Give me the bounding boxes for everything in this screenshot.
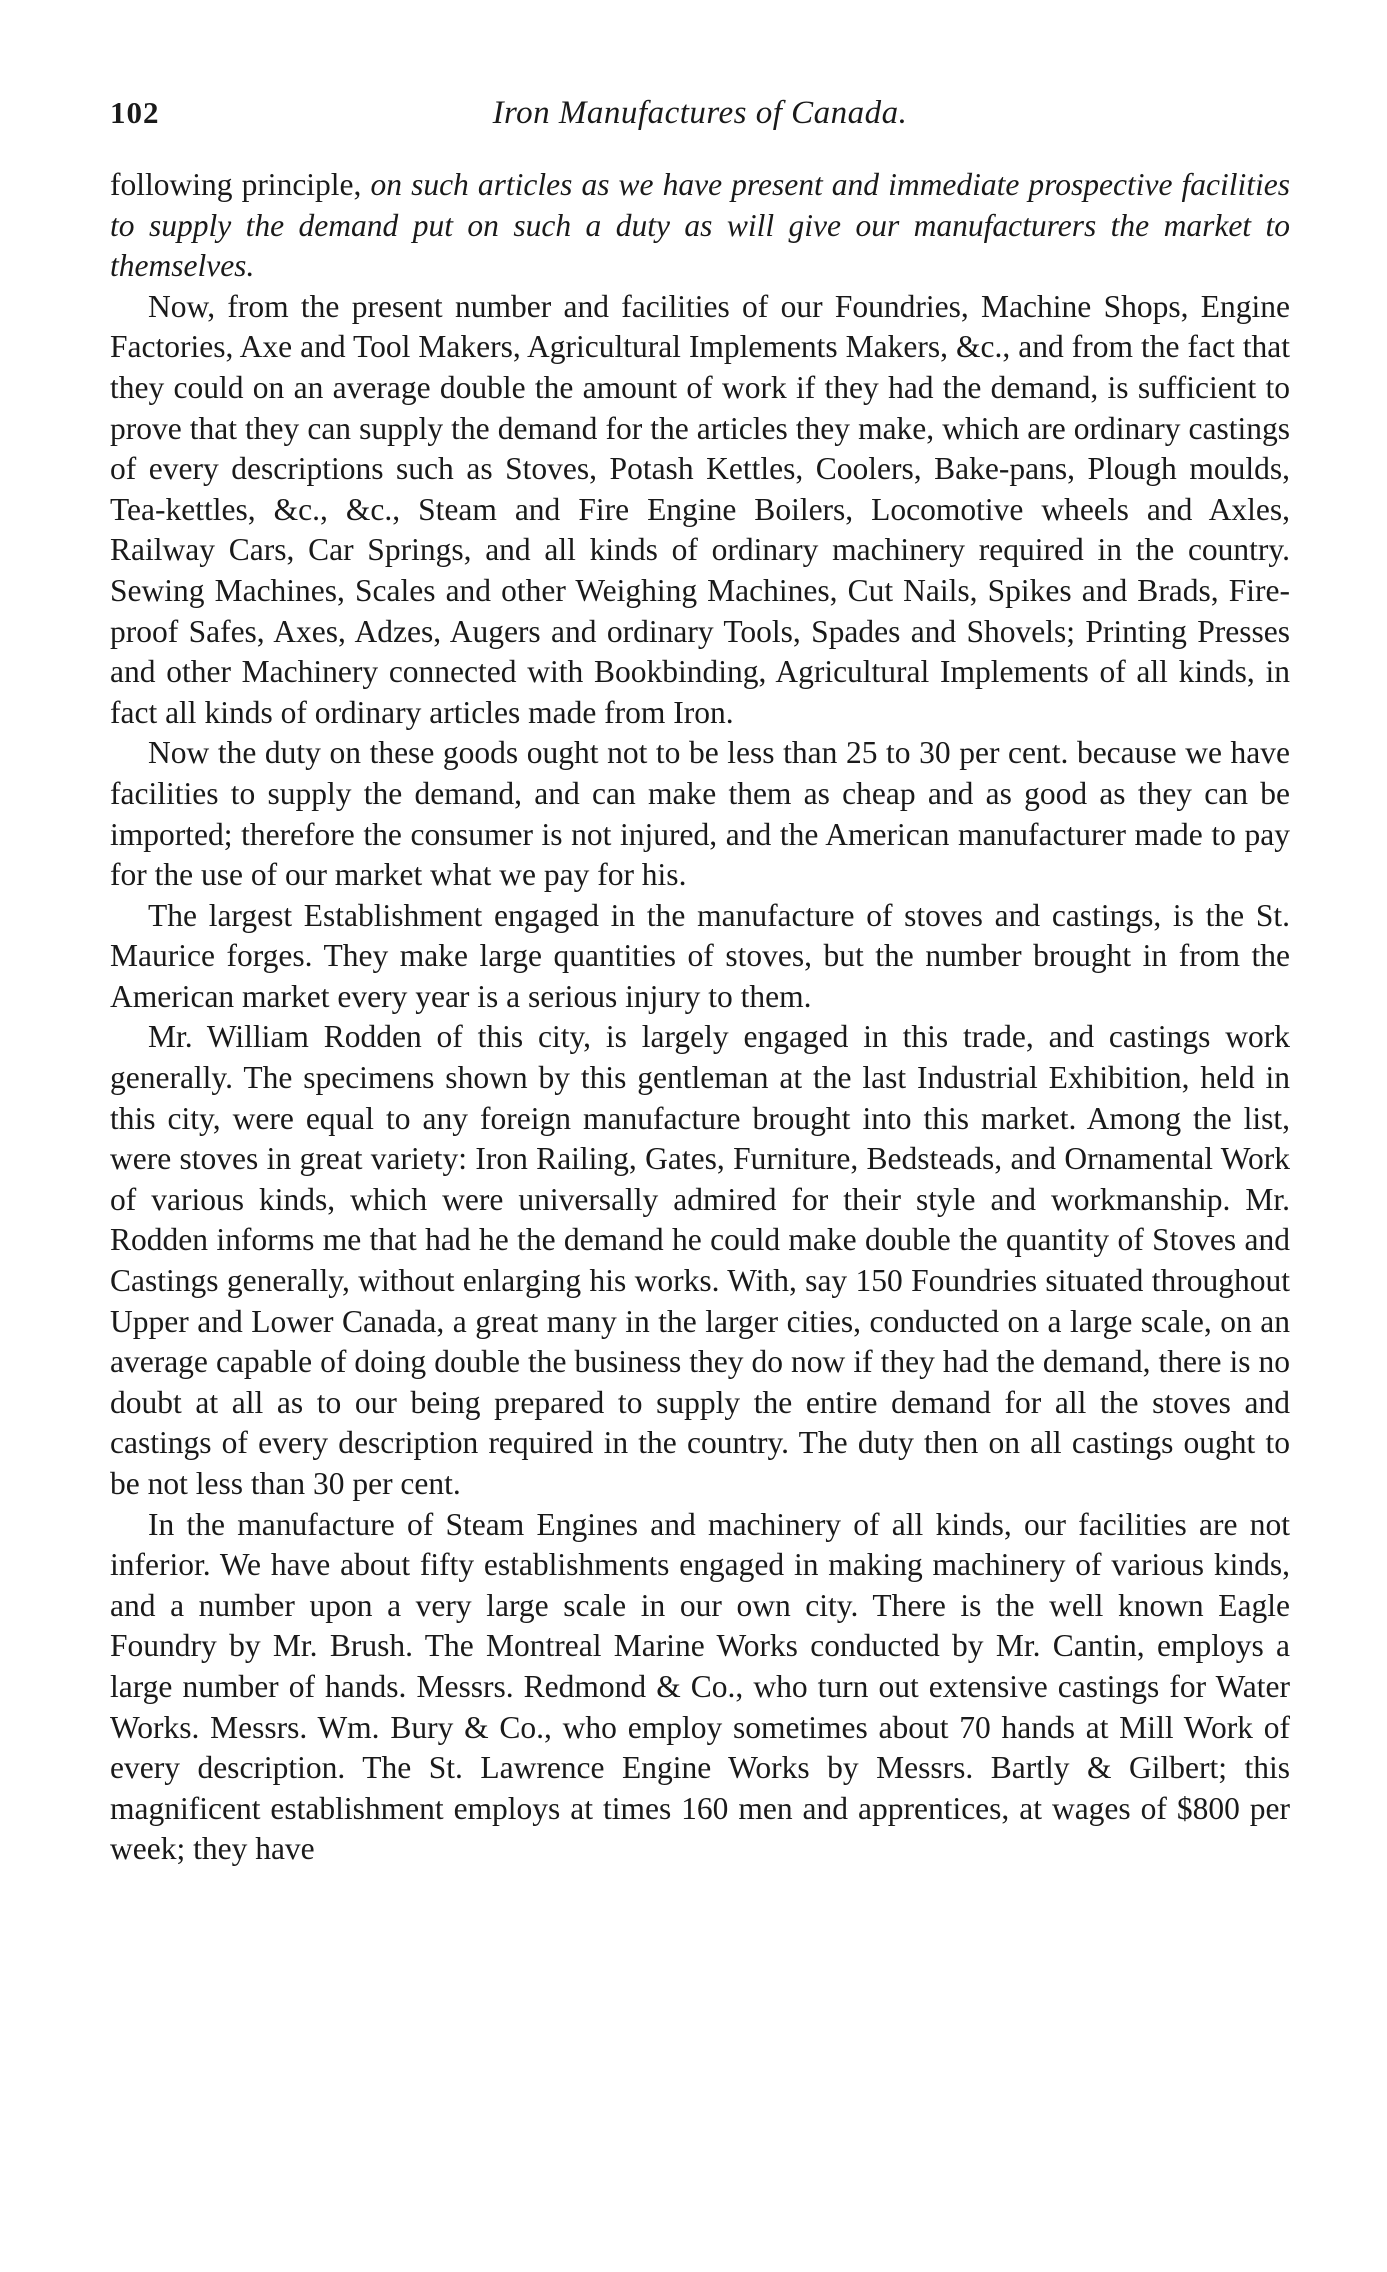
paragraph-3: Now the duty on these goods ought not to be less than 25 to 30 per cent. because we have facilities to supply the demand, and can make them as cheap and as good as they can be imported; therefore the consumer is not injured, and the American manufacturer made to pay for the use of our market what we pay for his. <box>110 735 1290 893</box>
book-page <box>110 95 1290 1870</box>
paragraph-2: Now, from the present number and facilities of our Foundries, Machine Shops, Engine Factories, Axe and Tool Makers, Agricultural Implements Makers, &c., and from the fact that they could on an average double the amount of work if they had the demand, is sufficient to prove that they can supply the demand for the articles they make, which are ordinary castings of every descriptions such as Stoves, Potash Kettles, Coolers, Bake-pans, Plough moulds, Tea-kettles, &c., &c., Steam and Fire Engine Boilers, Locomotive wheels and Axles, Railway Cars, Car Springs, and all kinds of ordinary machinery required in the country. Sewing Machines, Scales and other Weighing Machines, Cut Nails, Spikes and Brads, Fire-proof Safes, Axes, Adzes, Augers and ordinary Tools, Spades and Shovels; Printing Presses and other Machinery connected with Bookbinding, Agricultural Implements of all kinds, in fact all kinds of ordinary articles made from Iron. <box>110 288 1290 730</box>
page-number: 102 <box>110 95 160 130</box>
paragraph-1 <box>110 165 1290 287</box>
paragraph-6: In the manufacture of Steam Engines and machinery of all kinds, our facilities are not inferior. We have about fifty establishments engaged in making machinery of various kinds, and a number upon a very large scale in our own city. There is the well known Eagle Foundry by Mr. Brush. The Montreal Marine Works conducted by Mr. Cantin, employs a large number of hands. Messrs. Redmond & Co., who turn out extensive castings for Water Works. Messrs. Wm. Bury & Co., who employ sometimes about 70 hands at Mill Work of every description. The St. Lawrence Engine Works by Messrs. Bartly & Gilbert; this magnificent establishment employs at times 160 men and apprentices, at wages of $800 per week; they have <box>110 1506 1290 1867</box>
paragraph-4: The largest Establishment engaged in the manufacture of stoves and castings, is the St. Maurice forges. They make large quantities of stoves, but the number brought in from the American market every year is a serious injury to them. <box>110 897 1290 1014</box>
paragraph-5: Mr. William Rodden of this city, is largely engaged in this trade, and castings work generally. The specimens shown by this gentleman at the last Industrial Exhibition, held in this city, were equal to any foreign manufacture brought into this market. Among the list, were stoves in great variety: Iron Railing, Gates, Furniture, Bedsteads, and Ornamental Work of various kinds, which were universally admired for their style and workmanship. Mr. Rodden informs me that had he the demand he could make double the quantity of Stoves and Castings generally, without enlarging his works. With, say 150 Foundries situated throughout Upper and Lower Canada, a great many in the larger cities, conducted on a large scale, on an average capable of doing double the business they do now if they had the demand, there is no doubt at all as to our being prepared to supply the entire demand for all the stoves and castings of every description required in the country. The duty then on all castings ought to be not less than 30 per cent. <box>110 1019 1290 1501</box>
running-title: Iron Manufactures of Canada. <box>492 95 908 131</box>
paragraph-1-emphasis: on such articles as we have present and immediate prospective facilities to supply the demand put on such a duty as will give our manufacturers the market to themselves. <box>110 167 1290 284</box>
running-head <box>110 95 1290 143</box>
body-text <box>110 165 1290 1870</box>
paragraph-1-lead: following principle, <box>110 167 371 202</box>
